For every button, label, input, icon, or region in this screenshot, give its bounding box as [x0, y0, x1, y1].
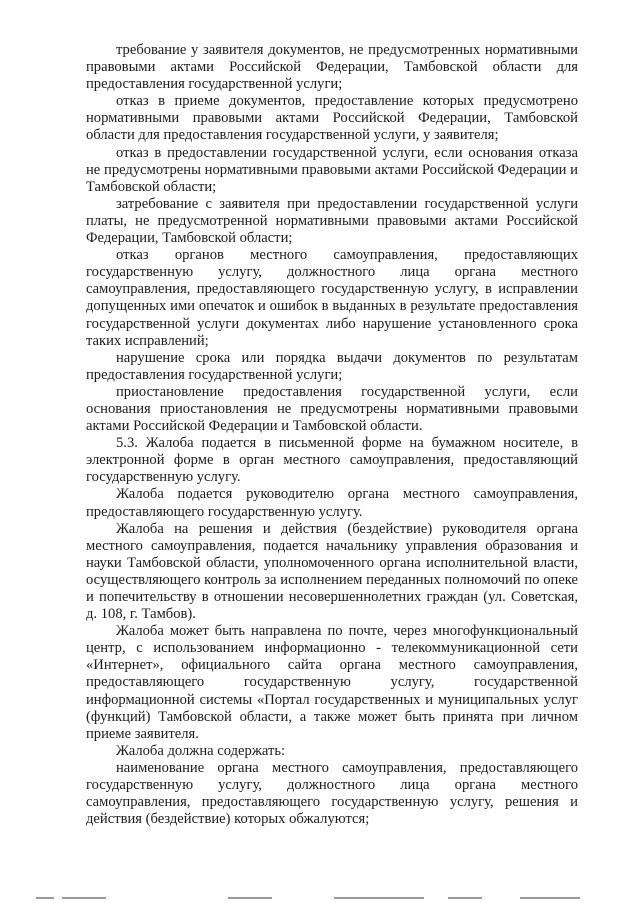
paragraph-authority-name: наименование органа местного самоуправления, предоставляющего государственную услугу, должностного лица органа местного самоуправления, предоставляющего государственную услугу, решения и действия (бездействие) которых обжалуются;	[86, 759, 578, 828]
paragraph-delivery-violation: нарушение срока или порядка выдачи документов по результатам предоставления государственной услуги;	[86, 349, 578, 383]
paragraph-fee-demand: затребование с заявителя при предоставлении государственной услуги платы, не предусмотренной нормативными правовыми актами Российской Федерации, Тамбовской области;	[86, 195, 578, 247]
paragraph-complaint-on-head: Жалоба на решения и действия (бездействие) руководителя органа местного самоуправления, подается начальнику управления образования и науки Тамбовской области, уполномоченного органа исполнительной власти, осуществляющего контроль за исполнением переданных полномочий по опеке и попечительству в отношении несовершеннолетних граждан (ул. Советская, д. 108, г. Тамбов).	[86, 520, 578, 623]
paragraph-5-3-complaint-form: 5.3. Жалоба подается в письменной форме на бумажном носителе, в электронной форме в орган местного самоуправления, предоставляющий государственную услугу.	[86, 435, 578, 486]
paragraph-complaint-channels: Жалоба может быть направлена по почте, через многофункциональный центр, с использованием информационно - телекоммуникационной сети «Интернет», официального сайта органа местного самоуправления, предоставляющего государственную услугу, государственной информационной системы «Портал государственных и муниципальных услуг (функций) Тамбовской области, а также может быть принята при личном приеме заявителя.	[86, 623, 578, 742]
paragraph-refusal-correction: отказ органов местного самоуправления, предоставляющих государственную услугу, должностного лица органа местного самоуправления, предоставляющего государственную услугу, в исправлении допущенных ими опечаток и ошибок в выданных в результате предоставления государственной услуги документах либо нарушение установленного срока таких исправлений;	[86, 247, 578, 349]
paragraph-suspension: приостановление предоставления государственной услуги, если основания приостановления не предусмотрены нормативными правовыми актами Российской Федерации и Тамбовской области.	[86, 383, 578, 435]
paragraph-requirement-documents: требование у заявителя документов, не предусмотренных нормативными правовыми актами Российской Федерации, Тамбовской области для предоставления государственной услуги;	[86, 42, 578, 93]
paragraph-complaint-contents: Жалоба должна содержать:	[116, 742, 286, 759]
scan-edge-marks	[0, 897, 640, 901]
paragraph-refusal-acceptance: отказ в приеме документов, предоставление которых предусмотрено нормативными правовыми актами Российской Федерации, Тамбовской области для предоставления государственной услуги, у заявителя;	[86, 93, 578, 144]
paragraph-refusal-provision: отказ в предоставлении государственной услуги, если основания отказа не предусмотрены нормативными правовыми актами Российской Федерации и Тамбовской области;	[86, 144, 578, 195]
paragraph-complaint-to-head: Жалоба подается руководителю органа местного самоуправления, предоставляющего государственную услугу.	[86, 486, 578, 520]
document-body	[86, 42, 578, 828]
